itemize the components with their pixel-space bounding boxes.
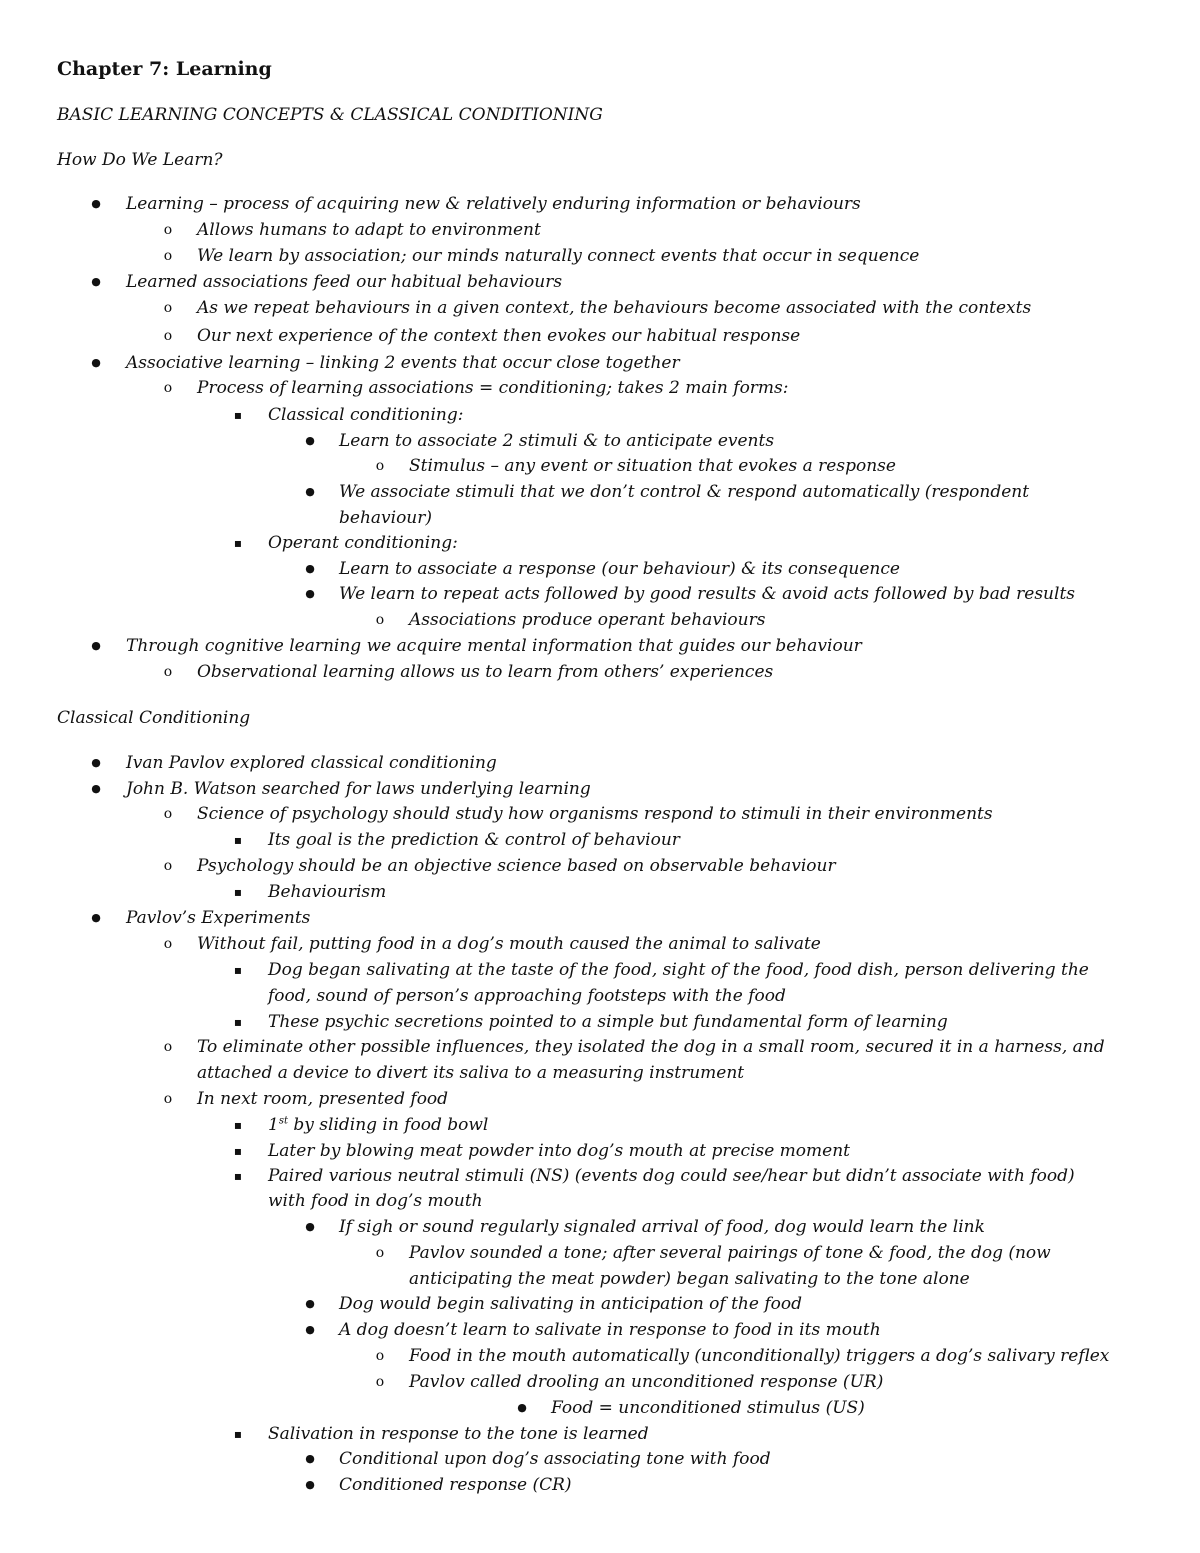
bullet-square-icon bbox=[228, 404, 248, 427]
document-page: Chapter 7: Learning BASIC LEARNING CONCEPTS & CLASSICAL CONDITIONING How Do We Learn? ● Learning – process of acquiring new & relatively enduring information or behaviours o Allows humans to adapt to environment o We learn by association; our minds naturally connect events that occur in sequence ● Learned associations feed our habitual behaviours o As we repeat behaviours in a given context, the behaviours become associated with the contexts o Our next experience of the context then evokes our habitual response ● Associative learning – linking 2 events that occur close together o Process of learning associations = conditioning; takes 2 main forms: ▪ Classical conditioning: ● Learn to associate 2 stimuli & to anticipate events o Stimulus – any event or situation that evokes a response ● We associate stimuli that we don’t control & respond automatically (respondent behaviour) ▪ Operant conditioning: ● Learn to associate a response (our behaviour) & its consequence ● We learn to repeat acts followed by good results & avoid acts followed by bad results o Associations produce operant behaviours ● Through cognitive learning we acquire mental information that guides our behaviour o Observational learning allows us to learn from others’ experiences Classical Conditioning ● Ivan Pavlov explored classical conditioning ● John B. Watson searched for laws underlying learning o Science of psychology should study how organisms respond to stimuli in their environments ▪ Its goal is the prediction & control of behaviour o Psychology should be an objective science based on observable behaviour ▪ Behaviourism ● Pavlov’s Experiments o Without fail, putting food in a dog’s mouth caused the animal to salivate ▪ Dog began salivating at the taste of the food, sight of the food, food dish, person delivering the food, sound of person’s approaching footsteps with the food ▪ These psychic secretions pointed to a simple but fundamental form of learning o To eliminate other possible influences, they isolated the dog in a small room, secured it in a harness, and attached a device to divert its saliva to a measuring instrument o In next room, presented food ▪ 1st by sliding in food bowl ▪ Later by blowing meat powder into dog’s mouth at precise moment ▪ Paired various neutral stimuli (NS) (events dog could see/hear but didn’t associate with food) with food in dog’s mouth ● If sigh or sound regularly signaled arrival of food, dog would learn the link o Pavlov sounded a tone; after several pairings of tone & food, the dog (now anticipating the meat powder) began salivating to the tone alone ● Dog would begin salivating in anticipation of the food ● A dog doesn’t learn to salivate in response to food in its mouth o Food in the mouth automatically (unconditionally) triggers a dog’s salivary reflex o Pavlov called drooling an unconditioned response (UR) ● Food = unconditioned stimulus (US) ▪ Salivation in response to the tone is learned ● Conditional upon dog’s associating tone with food ● Conditioned response (CR) bbox=[0, 0, 1200, 1553]
bullet-disc-icon bbox=[300, 481, 320, 505]
bullet-square-icon bbox=[228, 1423, 248, 1446]
bullet-disc-icon bbox=[86, 352, 106, 376]
bullet-circle-icon bbox=[158, 219, 178, 242]
bullet-circle-icon bbox=[158, 325, 178, 348]
list-item-continuation: behaviour) bbox=[339, 508, 433, 528]
bullet-disc-icon bbox=[86, 778, 106, 802]
bullet-circle-icon bbox=[158, 1088, 178, 1111]
bullet-circle-icon bbox=[158, 297, 178, 320]
bullet-disc-icon bbox=[300, 1474, 320, 1498]
bullet-circle-icon bbox=[158, 661, 178, 684]
bullet-disc-icon bbox=[300, 558, 320, 582]
bullet-circle-icon bbox=[158, 1036, 178, 1059]
bullet-disc-icon bbox=[86, 752, 106, 776]
list-item-continuation: food, sound of person’s approaching footsteps with the food bbox=[268, 986, 786, 1006]
section-heading-basic: BASIC LEARNING CONCEPTS & CLASSICAL CONDITIONING bbox=[57, 105, 603, 125]
list-item-continuation: attached a device to divert its saliva to a measuring instrument bbox=[197, 1063, 745, 1083]
bullet-square-icon bbox=[228, 1140, 248, 1163]
bullet-circle-icon bbox=[370, 609, 390, 632]
bullet-disc-icon bbox=[300, 583, 320, 607]
bullet-disc-icon bbox=[300, 1448, 320, 1472]
bullet-circle-icon bbox=[370, 1371, 390, 1394]
bullet-circle-icon bbox=[158, 245, 178, 268]
bullet-square-icon bbox=[228, 532, 248, 555]
bullet-disc-icon bbox=[86, 193, 106, 217]
bullet-disc-icon bbox=[300, 1319, 320, 1343]
bullet-disc-icon bbox=[86, 907, 106, 931]
list-item-continuation: anticipating the meat powder) began salivating to the tone alone bbox=[409, 1269, 970, 1289]
bullet-circle-icon bbox=[158, 803, 178, 826]
bullet-circle-icon bbox=[370, 1242, 390, 1265]
chapter-title: Chapter 7: Learning bbox=[57, 58, 272, 80]
list-item-continuation: with food in dog’s mouth bbox=[268, 1191, 483, 1211]
bullet-circle-icon bbox=[158, 377, 178, 400]
bullet-circle-icon bbox=[158, 933, 178, 956]
bullet-circle-icon bbox=[158, 855, 178, 878]
bullet-square-icon bbox=[228, 1011, 248, 1034]
subheading-classical-conditioning: Classical Conditioning bbox=[57, 708, 251, 728]
bullet-disc-icon bbox=[512, 1397, 532, 1421]
bullet-circle-icon bbox=[370, 1345, 390, 1368]
bullet-square-icon bbox=[228, 959, 248, 982]
bullet-square-icon bbox=[228, 829, 248, 852]
bullet-disc-icon bbox=[300, 430, 320, 454]
bullet-disc-icon bbox=[300, 1216, 320, 1240]
bullet-square-icon bbox=[228, 1114, 248, 1137]
bullet-disc-icon bbox=[86, 635, 106, 659]
bullet-disc-icon bbox=[86, 271, 106, 295]
bullet-circle-icon bbox=[370, 455, 390, 478]
bullet-square-icon bbox=[228, 881, 248, 904]
subheading-how-do-we-learn: How Do We Learn? bbox=[57, 150, 223, 170]
bullet-disc-icon bbox=[300, 1293, 320, 1317]
bullet-square-icon bbox=[228, 1165, 248, 1188]
